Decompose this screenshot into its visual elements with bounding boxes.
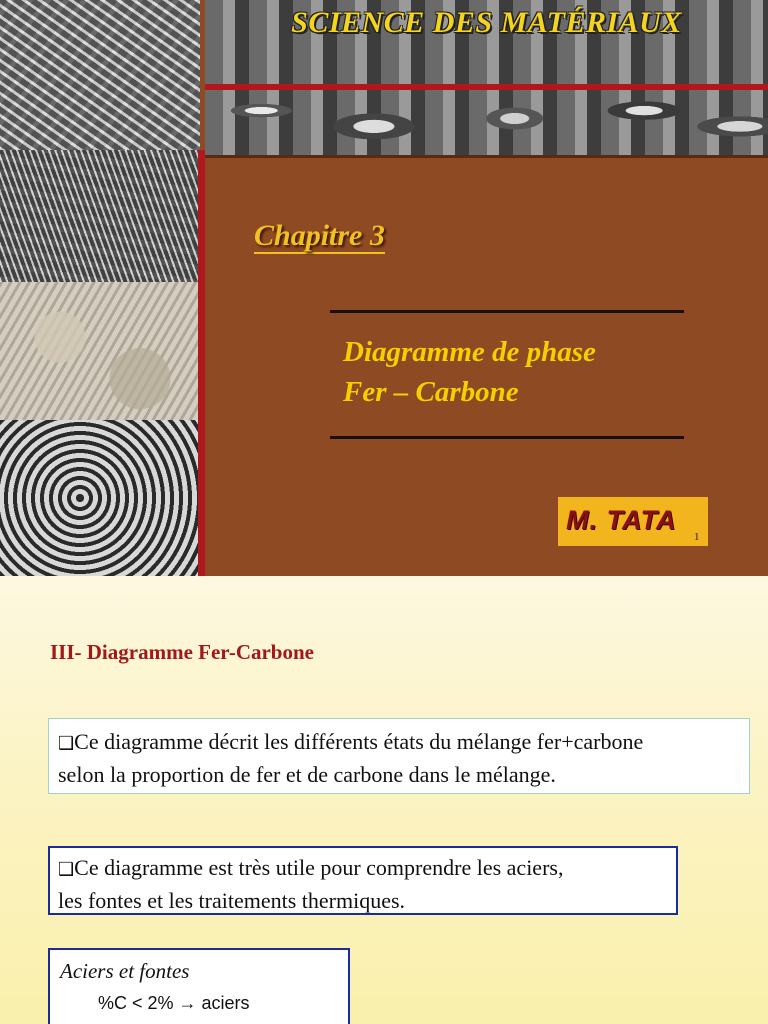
main-title: SCIENCE DES MATÉRIAUX <box>291 6 682 39</box>
steels-cast-irons-box <box>48 948 350 1024</box>
description-box <box>48 718 750 794</box>
microstructure-image-4 <box>0 420 200 576</box>
box1-text-2: selon la proportion de fer et de carbone dans le mélange. <box>58 762 556 787</box>
divider-bottom <box>330 436 684 439</box>
header-divider <box>205 155 768 158</box>
box3-steel-rule: %C < 2% → aciers <box>98 993 250 1013</box>
box1-line-1 <box>58 726 740 759</box>
divider-top <box>330 310 684 313</box>
red-horizontal-bar <box>205 84 768 90</box>
content-slide <box>0 576 768 1024</box>
red-vertical-bar <box>198 150 205 576</box>
author-name: M. TATA <box>566 505 677 535</box>
microstructure-images <box>0 0 200 576</box>
usefulness-box <box>48 846 678 915</box>
box1-text-1: Ce diagramme décrit les différents états du mélange fer+carbone <box>74 729 644 754</box>
box2-text-1: Ce diagramme est très utile pour comprendre les aciers, <box>74 855 564 880</box>
microstructure-image-1 <box>0 0 200 150</box>
box3-title: Aciers et fontes <box>60 959 190 983</box>
box2-line-1 <box>58 852 668 885</box>
microstructure-image-3 <box>0 282 200 420</box>
checkbox-bullet-icon: ❑ <box>58 733 75 754</box>
box2-text-2: les fontes et les traitements thermiques. <box>58 888 406 913</box>
subtitle-line-1: Diagramme de phase <box>343 336 596 368</box>
section-title: III- Diagramme Fer-Carbone <box>50 640 314 664</box>
microstructure-image-2 <box>0 150 200 282</box>
page-number: 1 <box>694 531 700 543</box>
subtitle-line-2: Fer – Carbone <box>343 376 519 408</box>
chapter-label: Chapitre 3 <box>254 219 385 252</box>
chapter-subtitle <box>343 332 596 412</box>
checkbox-bullet-icon: ❑ <box>58 859 75 880</box>
